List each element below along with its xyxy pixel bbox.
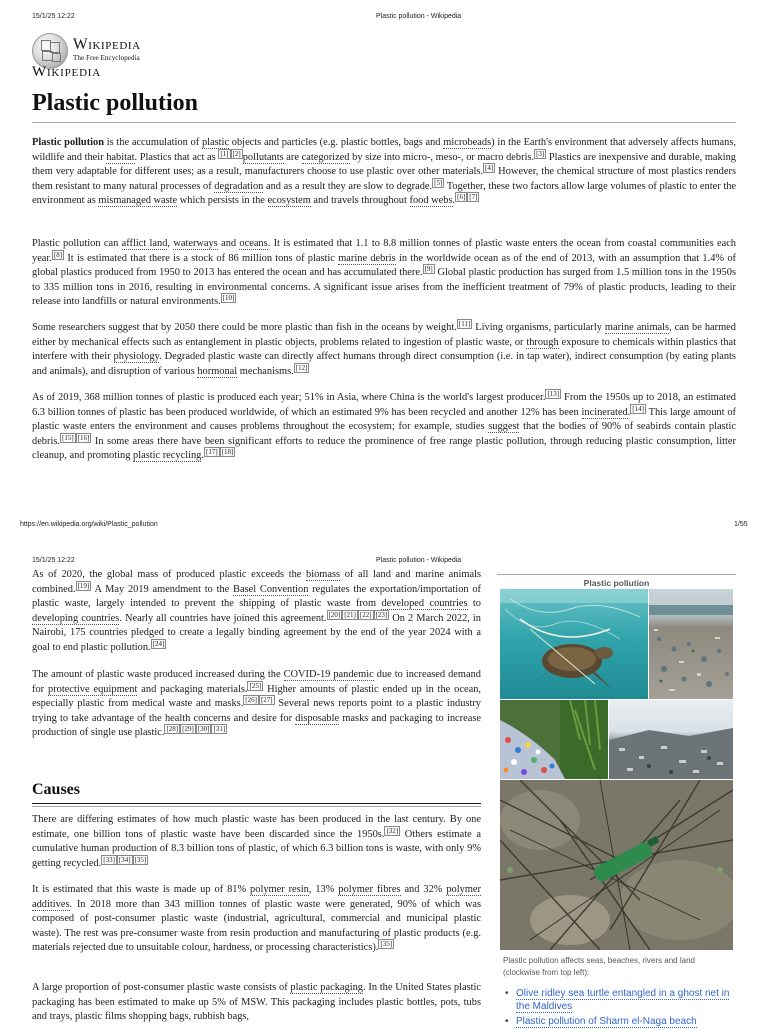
text-run: , <box>167 238 174 249</box>
citation-24[interactable]: [24] <box>152 639 165 648</box>
link-mismanaged-waste[interactable]: mismanaged waste <box>98 195 178 207</box>
citation-10[interactable]: [10] <box>222 294 235 303</box>
lead-bold-term: Plastic pollution <box>32 137 105 148</box>
link-pollutants[interactable]: pollutants <box>242 151 284 163</box>
bottle-brush-illustration <box>500 780 733 950</box>
print-datetime: 15/1/25 12:22 <box>32 13 75 20</box>
citation-16[interactable]: [16] <box>77 433 90 442</box>
citation-27[interactable]: [27] <box>260 696 273 705</box>
link-polymer-fibres[interactable]: polymer fibres <box>338 884 401 895</box>
list-item <box>505 1016 733 1029</box>
page-title: Plastic pollution <box>32 90 199 116</box>
infobox-title: Plastic pollution <box>583 578 650 588</box>
link-ecosystem[interactable]: ecosystem <box>267 195 311 207</box>
citation-25[interactable]: [25] <box>249 681 262 690</box>
river-plastic-illustration <box>500 700 608 779</box>
photo-bottle-in-brush[interactable] <box>500 780 733 950</box>
text-run: A large proportion of post-consumer plastic waste consists of <box>32 982 291 993</box>
photo-sea-turtle[interactable] <box>500 589 648 699</box>
link-polymer-additives[interactable]: polymer additives <box>32 884 481 910</box>
paragraph-causes-3 <box>32 981 481 1025</box>
text-run: This large amount of plastic waste enters the environment and causes problems throughout the ecosystem; for example, studies <box>32 406 736 433</box>
paragraph-lead-2 <box>32 237 736 310</box>
link-developed-countries[interactable]: developed countries <box>381 598 468 610</box>
citation-28[interactable]: [28] <box>166 725 179 734</box>
citation-6[interactable]: [6] <box>457 193 466 202</box>
section-divider <box>32 803 481 804</box>
text-run: due to increased demand for <box>32 669 481 695</box>
text-run: that the bodies of 90% of seabirds contain plastic debris. <box>32 421 736 447</box>
text-run: to <box>467 598 481 610</box>
link-basel-convention[interactable]: Basel Convention <box>233 583 309 595</box>
citation-5[interactable]: [5] <box>434 178 443 187</box>
link-food-webs[interactable]: food webs <box>409 195 453 207</box>
text-run: . <box>201 450 204 462</box>
text-run: and packaging materials. <box>137 683 248 695</box>
citation-3[interactable]: [3] <box>536 149 545 158</box>
caption-link-sharm-beach[interactable]: Plastic pollution of Sharm el-Naga beach <box>516 1016 697 1027</box>
citation-18[interactable]: [18] <box>221 448 234 457</box>
citation-35[interactable]: [35] <box>134 855 147 864</box>
text-run: ) in the Earth's environment that adversely affects humans, wildlife and their <box>32 137 736 163</box>
citation-11[interactable]: [11] <box>458 320 471 328</box>
text-run: and travels throughout <box>310 195 410 207</box>
citation-7[interactable]: [7] <box>469 193 478 202</box>
text-run: mechanisms. <box>237 365 294 377</box>
citation-23[interactable]: [23] <box>375 610 388 619</box>
link-marine-debris[interactable]: marine debris <box>338 252 396 264</box>
text-run: , can be harmed either by mechanical effects such as entanglement in plastic objects, problems related to ingestion of plastic waste, or <box>32 322 736 348</box>
text-run: objects and particles (e.g. plastic bottles, bags and <box>229 137 444 148</box>
citation-13[interactable]: [13] <box>547 390 560 398</box>
infobox-caption-list <box>505 988 733 1032</box>
text-run: From the 1950s up to 2018, an estimated 6.3 billion tonnes of plastic has been produced worldwide, of which an estimated 9% has been recycled and another 12% has been <box>32 392 736 418</box>
print-url: https://en.wikipedia.org/wiki/Plastic_pollution <box>20 521 158 528</box>
link-categorized[interactable]: categorized <box>301 151 350 163</box>
text-run: Plastics are inexpensive and durable, making them very adaptable for different uses; as a result, manufacturers choose to use plastic over other materials. <box>32 151 736 178</box>
citation-31[interactable]: [31] <box>213 725 226 734</box>
link-suggest[interactable]: suggest <box>488 421 520 433</box>
text-run: Global plastic production has surged from 1.5 million tons in the 1950s to 335 million tons in 2016, resulting in environmental concerns. A significant issue arises from the inefficient treatment of 79% of plastic products, leading to their release into landfills or natural environments. <box>32 267 736 308</box>
text-run: and 32% <box>400 884 447 895</box>
text-run: As of 2019, 368 million tonnes of plastic is produced each year; 51% in Asia, where China is the world's largest producer. <box>32 392 546 403</box>
print-doc-title: Plastic pollution - Wikipedia <box>376 557 462 564</box>
link-degradation[interactable]: degradation <box>214 180 264 192</box>
text-run: Living organisms, particularly <box>472 322 605 333</box>
citation-30[interactable]: [30] <box>197 725 210 734</box>
text-run: . Degraded plastic waste can directly affect humans through direct consumption (i.e. in tap water), indirect consumption (by eating plants and animals), and disruption of various <box>32 351 736 377</box>
link-oceans[interactable]: oceans <box>239 238 268 249</box>
list-item <box>505 988 733 1013</box>
paragraph-lead-1 <box>32 136 736 209</box>
citation-4[interactable]: [4] <box>485 164 494 173</box>
citation-20[interactable]: [20] <box>328 610 341 619</box>
text-run: It is estimated that this waste is made up of 81% <box>32 884 251 895</box>
photo-beach-plastic[interactable] <box>649 589 733 699</box>
text-run: , 13% <box>308 884 339 895</box>
wikipedia-wordmark: Wikipedia <box>32 64 102 80</box>
paragraph-causes-2 <box>32 883 481 956</box>
paragraph-lead-4 <box>32 391 736 464</box>
text-run: . In the United States plastic packaging has been estimated to make up 5% of MSW. This packaging includes plastic bottles, pots, tubs and trays, plastic films shopping bags, rubbish bags, <box>32 982 481 1023</box>
text-run: However, the chemical structure of most plastics renders them resistant to many natural processes of <box>32 166 736 192</box>
link-plastic[interactable]: plastic <box>201 137 230 148</box>
text-run: and <box>217 238 240 249</box>
citation-21[interactable]: [21] <box>344 610 356 619</box>
beach-plastic-illustration <box>649 589 733 699</box>
link-habitat[interactable]: habitat <box>106 151 135 163</box>
text-run: Some researchers suggest that by 2050 there could be more plastic than fish in the oceans by weight. <box>32 322 457 333</box>
text-run: in the worldwide ocean as of the end of 2013, with an assumption that 1.4% of global plastics produced from 1950 to 2013 has entered the ocean and has accumulated there. <box>32 252 736 279</box>
citation-34[interactable]: [34] <box>118 855 131 864</box>
text-run: masks and packaging to increase production of single use plastic. <box>32 712 481 739</box>
text-run: . It is estimated that 1.1 to 8.8 million tonnes of plastic waste enters the ocean from coastal communities each year. <box>32 238 736 264</box>
text-run: Several news reports point to a plastic industry trying to take advantage of the health concerns and desire for <box>32 698 481 724</box>
link-covid-19-pandemic[interactable]: COVID-19 pandemic <box>283 669 374 680</box>
citation-19[interactable]: [19] <box>77 581 90 590</box>
text-run: . Plastics that act as <box>134 151 219 163</box>
link-incinerated[interactable]: incinerated <box>581 406 628 418</box>
link-polymer-resin[interactable]: polymer resin <box>250 884 309 895</box>
link-developing-countries[interactable]: developing countries <box>32 612 120 624</box>
infobox-caption: Plastic pollution affects seas, beaches, rivers and land (clockwise from top left): <box>503 956 695 977</box>
citation-35[interactable]: [35] <box>380 940 393 949</box>
link-biomass[interactable]: biomass <box>306 569 341 580</box>
text-run: Together, these two factors allow large volumes of plastic to enter the environment as <box>32 180 737 207</box>
link-disposable[interactable]: disposable <box>295 712 340 724</box>
citation-26[interactable]: [26] <box>245 696 257 705</box>
citation-32[interactable]: [32] <box>386 826 399 835</box>
wikipedia-tagline: The Free Encyclopedia <box>73 54 140 62</box>
link-hormonal[interactable]: hormonal <box>197 365 238 377</box>
citation-2[interactable]: [2] <box>232 149 241 158</box>
citation-1[interactable]: [1] <box>220 149 229 158</box>
text-run: . Nearly all countries have joined this agreement. <box>119 612 327 624</box>
text-run: . <box>627 406 631 418</box>
citation-17[interactable]: [17] <box>206 448 218 457</box>
photo-landfill-coast[interactable] <box>609 700 733 779</box>
text-run: There are differing estimates of how much plastic waste has been produced in the last century. By one estimate, one billion tons of plastic waste have been discarded since the 1950s. <box>32 814 481 840</box>
link-afflict-land[interactable]: afflict land <box>121 238 168 249</box>
text-run: Higher amounts of plastic ended up in the ocean, especially plastic from medical waste and masks. <box>32 683 481 710</box>
text-run: of all land and marine animals combined. <box>32 569 481 595</box>
citation-22[interactable]: [22] <box>359 610 372 619</box>
text-run: In some areas there have been significant efforts to reduce the prominence of free range plastic pollution, through reducing plastic consumption, litter cleanup, and promoting <box>32 435 736 462</box>
citation-15[interactable]: [15] <box>62 433 74 442</box>
paragraph-lead-3 <box>32 321 736 379</box>
text-run: Plastic pollution can <box>32 238 122 249</box>
caption-link-sea-turtle[interactable]: Olive ridley sea turtle entangled in a ghost net in the Maldives <box>516 988 730 1012</box>
text-run: . <box>452 195 456 207</box>
section-heading-causes: Causes <box>32 781 81 798</box>
link-physiology[interactable]: physiology <box>113 351 160 363</box>
text-run: by size into micro-, meso-, or macro debris. <box>349 151 535 163</box>
link-marine-animals[interactable]: marine animals <box>604 322 670 333</box>
text-run: regulates the exportation/importation of plastic waste, largely intended to prevent the shipping of plastic waste from <box>32 583 481 610</box>
citation-12[interactable]: [12] <box>295 363 308 372</box>
citation-9[interactable]: [9] <box>424 265 433 274</box>
citation-29[interactable]: [29] <box>182 725 194 734</box>
print-page-number: 1/55 <box>734 521 748 528</box>
paragraph-causes-1 <box>32 813 481 871</box>
text-run: As of 2020, the global mass of produced plastic exceeds the <box>32 569 307 580</box>
text-run: which persists in the <box>177 195 268 207</box>
citation-33[interactable]: [33] <box>103 855 115 864</box>
text-run: A May 2019 amendment to the <box>91 583 234 595</box>
title-divider <box>32 122 736 123</box>
photo-river-plastic[interactable] <box>500 700 608 779</box>
text-run: are <box>283 151 302 163</box>
text-run: It is estimated that there is a stock of 86 million tons of plastic <box>64 252 339 264</box>
print-datetime: 15/1/25 12:22 <box>32 557 75 564</box>
wikipedia-name: Wikipedia <box>73 36 141 53</box>
landfill-illustration <box>609 700 733 779</box>
print-doc-title: Plastic pollution - Wikipedia <box>376 13 462 20</box>
text-run: and as a result they are slow to degrade. <box>263 180 433 192</box>
text-run: . In 2018 more than 343 million tonnes of plastic waste were generated, 90% of which was composed of post-consumer plastic waste (industrial, agricultural, commercial and municipal plastic waste). The rest was pre-consumer waste from resin production and manufacturing of plastic products (e.g. materials rejected due to unsuitable colour, hardness, or processing characteristics). <box>32 898 481 954</box>
link-plastic-recycling[interactable]: plastic recycling <box>133 450 202 462</box>
paragraph-covid <box>32 668 481 741</box>
sea-turtle-illustration <box>500 589 648 699</box>
citation-8[interactable]: [8] <box>53 250 63 259</box>
link-plastic-packaging[interactable]: plastic packaging <box>290 982 364 993</box>
link-through[interactable]: through <box>526 336 559 348</box>
citation-14[interactable]: [14] <box>632 404 644 413</box>
text-run: exposure to chemicals within plastics that interfere with their <box>32 336 736 363</box>
text-run: Others estimate a cumulative human production of 8.3 billion tons of plastic, of which 6.3 billion tons is waste, with only 9% getting recycled. <box>32 828 481 869</box>
text-run: is the accumulation of <box>104 137 202 148</box>
link-protective-equipment[interactable]: protective equipment <box>48 683 138 695</box>
section-divider <box>32 806 481 807</box>
paragraph-lead-5 <box>32 568 481 656</box>
link-microbeads[interactable]: microbeads <box>443 137 492 148</box>
link-waterways[interactable]: waterways <box>173 238 218 249</box>
text-run: The amount of plastic waste produced increased during the <box>32 669 284 680</box>
text-run: On 2 March 2022, in Nairobi, 175 countries pledged to create a legally binding agreement by the end of the year 2024 with a goal to end plastic pollution. <box>32 612 481 653</box>
